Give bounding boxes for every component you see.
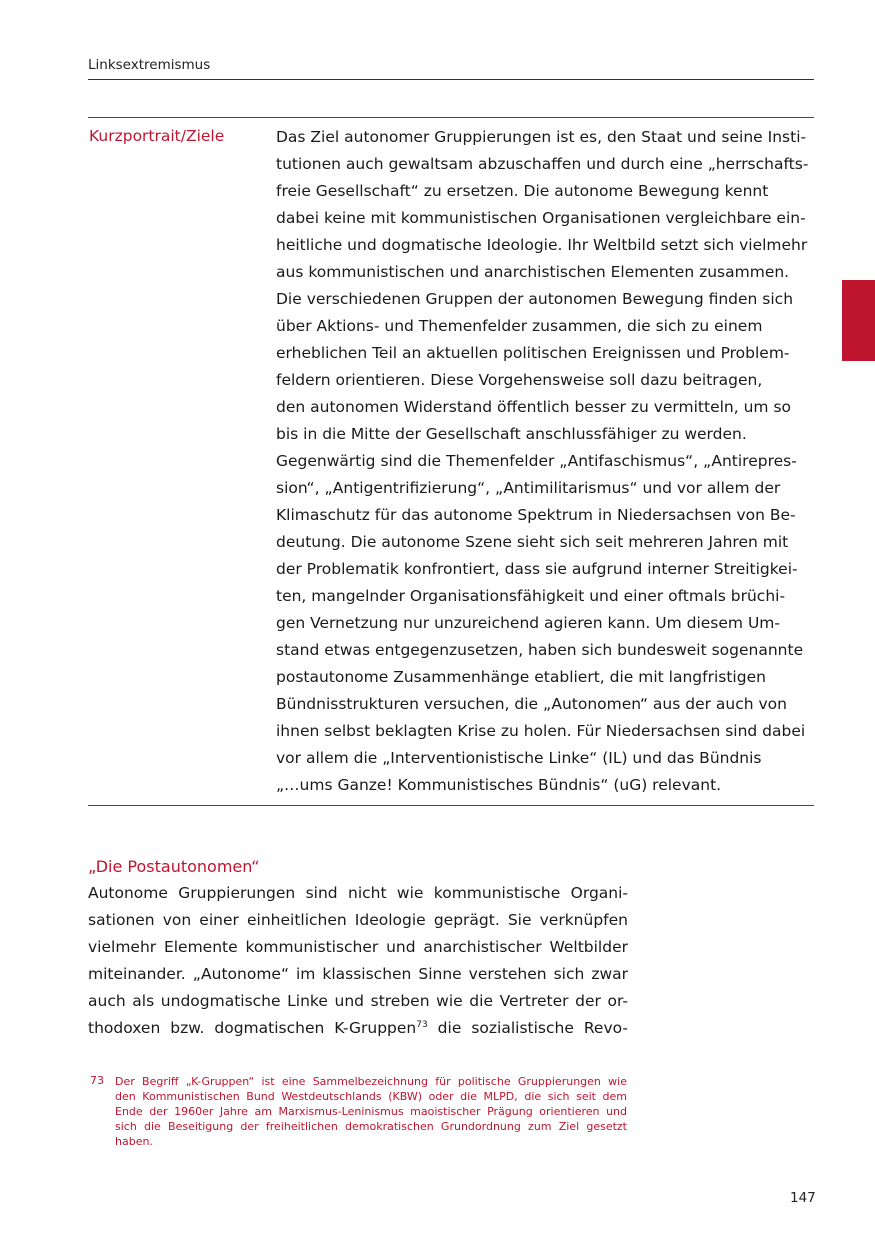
text-line: miteinander. „Autonome“ im klassischen Sinne verstehen sich zwar [88, 965, 628, 983]
text-line: „…ums Ganze! Kommunistisches Bündnis“ (uG) relevant. [276, 776, 722, 794]
text-line: über Aktions- und Themenfelder zusammen, die sich zu einem [276, 317, 763, 335]
box-text [276, 124, 821, 799]
text-line: stand etwas entgegenzusetzen, haben sich bundesweit sogenannte [276, 641, 804, 659]
text-line: der Problematik konfrontiert, dass sie aufgrund interner Streitigkei- [276, 560, 798, 578]
text-line: Gegenwärtig sind die Themenfelder „Antifaschismus“, „Antirepres- [276, 452, 797, 470]
header-rule [88, 79, 814, 80]
text-line: gen Vernetzung nur unzureichend agieren kann. Um diesem Um- [276, 614, 780, 632]
box-bottom-rule [88, 805, 814, 806]
text-line: Klimaschutz für das autonome Spektrum in Niedersachsen von Be- [276, 506, 796, 524]
text-line: sion“, „Antigentrifizierung“, „Antimilitarismus“ und vor allem der [276, 479, 781, 497]
section-body [88, 880, 628, 1042]
footnote-text [115, 1074, 627, 1149]
text-line: vor allem die „Interventionistische Linke“ (IL) und das Bündnis [276, 749, 762, 767]
box-top-rule [88, 117, 814, 118]
text-line: den autonomen Widerstand öffentlich besser zu vermitteln, um so [276, 398, 792, 416]
text-line: deutung. Die autonome Szene sieht sich seit mehreren Jahren mit [276, 533, 789, 551]
chapter-tab-marker [842, 280, 875, 361]
text-line: erheblichen Teil an aktuellen politischen Ereignissen und Problem- [276, 344, 790, 362]
footnote-line: sich die Beseitigung der freiheitlichen demokratischen Grundordnung zum Ziel gesetzt [115, 1120, 627, 1133]
text-line: Bündnisstrukturen versuchen, die „Autonomen“ aus der auch von [276, 695, 787, 713]
section-title: „Die Postautonomen“ [88, 857, 260, 876]
text-line: Autonome Gruppierungen sind nicht wie kommunistische Organi- [88, 884, 628, 902]
text-line: dabei keine mit kommunistischen Organisationen vergleichbare ein- [276, 209, 806, 227]
footnote-line: haben. [115, 1135, 153, 1148]
footnote-line: den Kommunistischen Bund Westdeutschlands (KBW) oder die MLPD, die sich seit dem [115, 1090, 627, 1103]
text-line: tutionen auch gewaltsam abzuschaffen und durch eine „herrschafts- [276, 155, 809, 173]
footnote-line: Der Begriff „K-Gruppen“ ist eine Sammelbezeichnung für politische Gruppierungen wie [115, 1075, 627, 1088]
text-line: freie Gesellschaft“ zu ersetzen. Die autonome Bewegung kennt [276, 182, 769, 200]
footnote-line: Ende der 1960er Jahre am Marxismus-Leninismus maoistischer Prägung orientieren und [115, 1105, 627, 1118]
text-line: sationen von einer einheitlichen Ideologie geprägt. Sie verknüpfen [88, 911, 628, 929]
text-line: aus kommunistischen und anarchistischen Elementen zusammen. [276, 263, 790, 281]
text-line: ihnen selbst beklagten Krise zu holen. Für Niedersachsen sind dabei [276, 722, 806, 740]
text-segment: thodoxen bzw. dogmatischen K-Gruppen [88, 1019, 417, 1037]
text-line: heitliche und dogmatische Ideologie. Ihr Weltbild setzt sich vielmehr [276, 236, 808, 254]
running-title: Linksextremismus [88, 57, 211, 73]
box-label: Kurzportrait/Ziele [89, 127, 225, 145]
page-number: 147 [790, 1190, 816, 1206]
text-segment: die sozialistische Revo- [427, 1019, 628, 1037]
text-line: vielmehr Elemente kommunistischer und anarchistischer Weltbilder [88, 938, 628, 956]
text-line: ten, mangelnder Organisationsfähigkeit und einer oftmals brüchi- [276, 587, 786, 605]
text-line: Das Ziel autonomer Gruppierungen ist es, den Staat und seine Insti- [276, 128, 807, 146]
text-line: feldern orientieren. Diese Vorgehensweise soll dazu beitragen, [276, 371, 763, 389]
footnote-reference[interactable]: 73 [416, 1020, 428, 1030]
text-line: Die verschiedenen Gruppen der autonomen Bewegung finden sich [276, 290, 794, 308]
text-line [88, 1015, 628, 1042]
text-line: bis in die Mitte der Gesellschaft anschlussfähiger zu werden. [276, 425, 747, 443]
footnote-number: 73 [90, 1074, 104, 1087]
text-line: auch als undogmatische Linke und streben wie die Vertreter der or- [88, 992, 628, 1010]
text-line: postautonome Zusammenhänge etabliert, die mit langfristigen [276, 668, 766, 686]
